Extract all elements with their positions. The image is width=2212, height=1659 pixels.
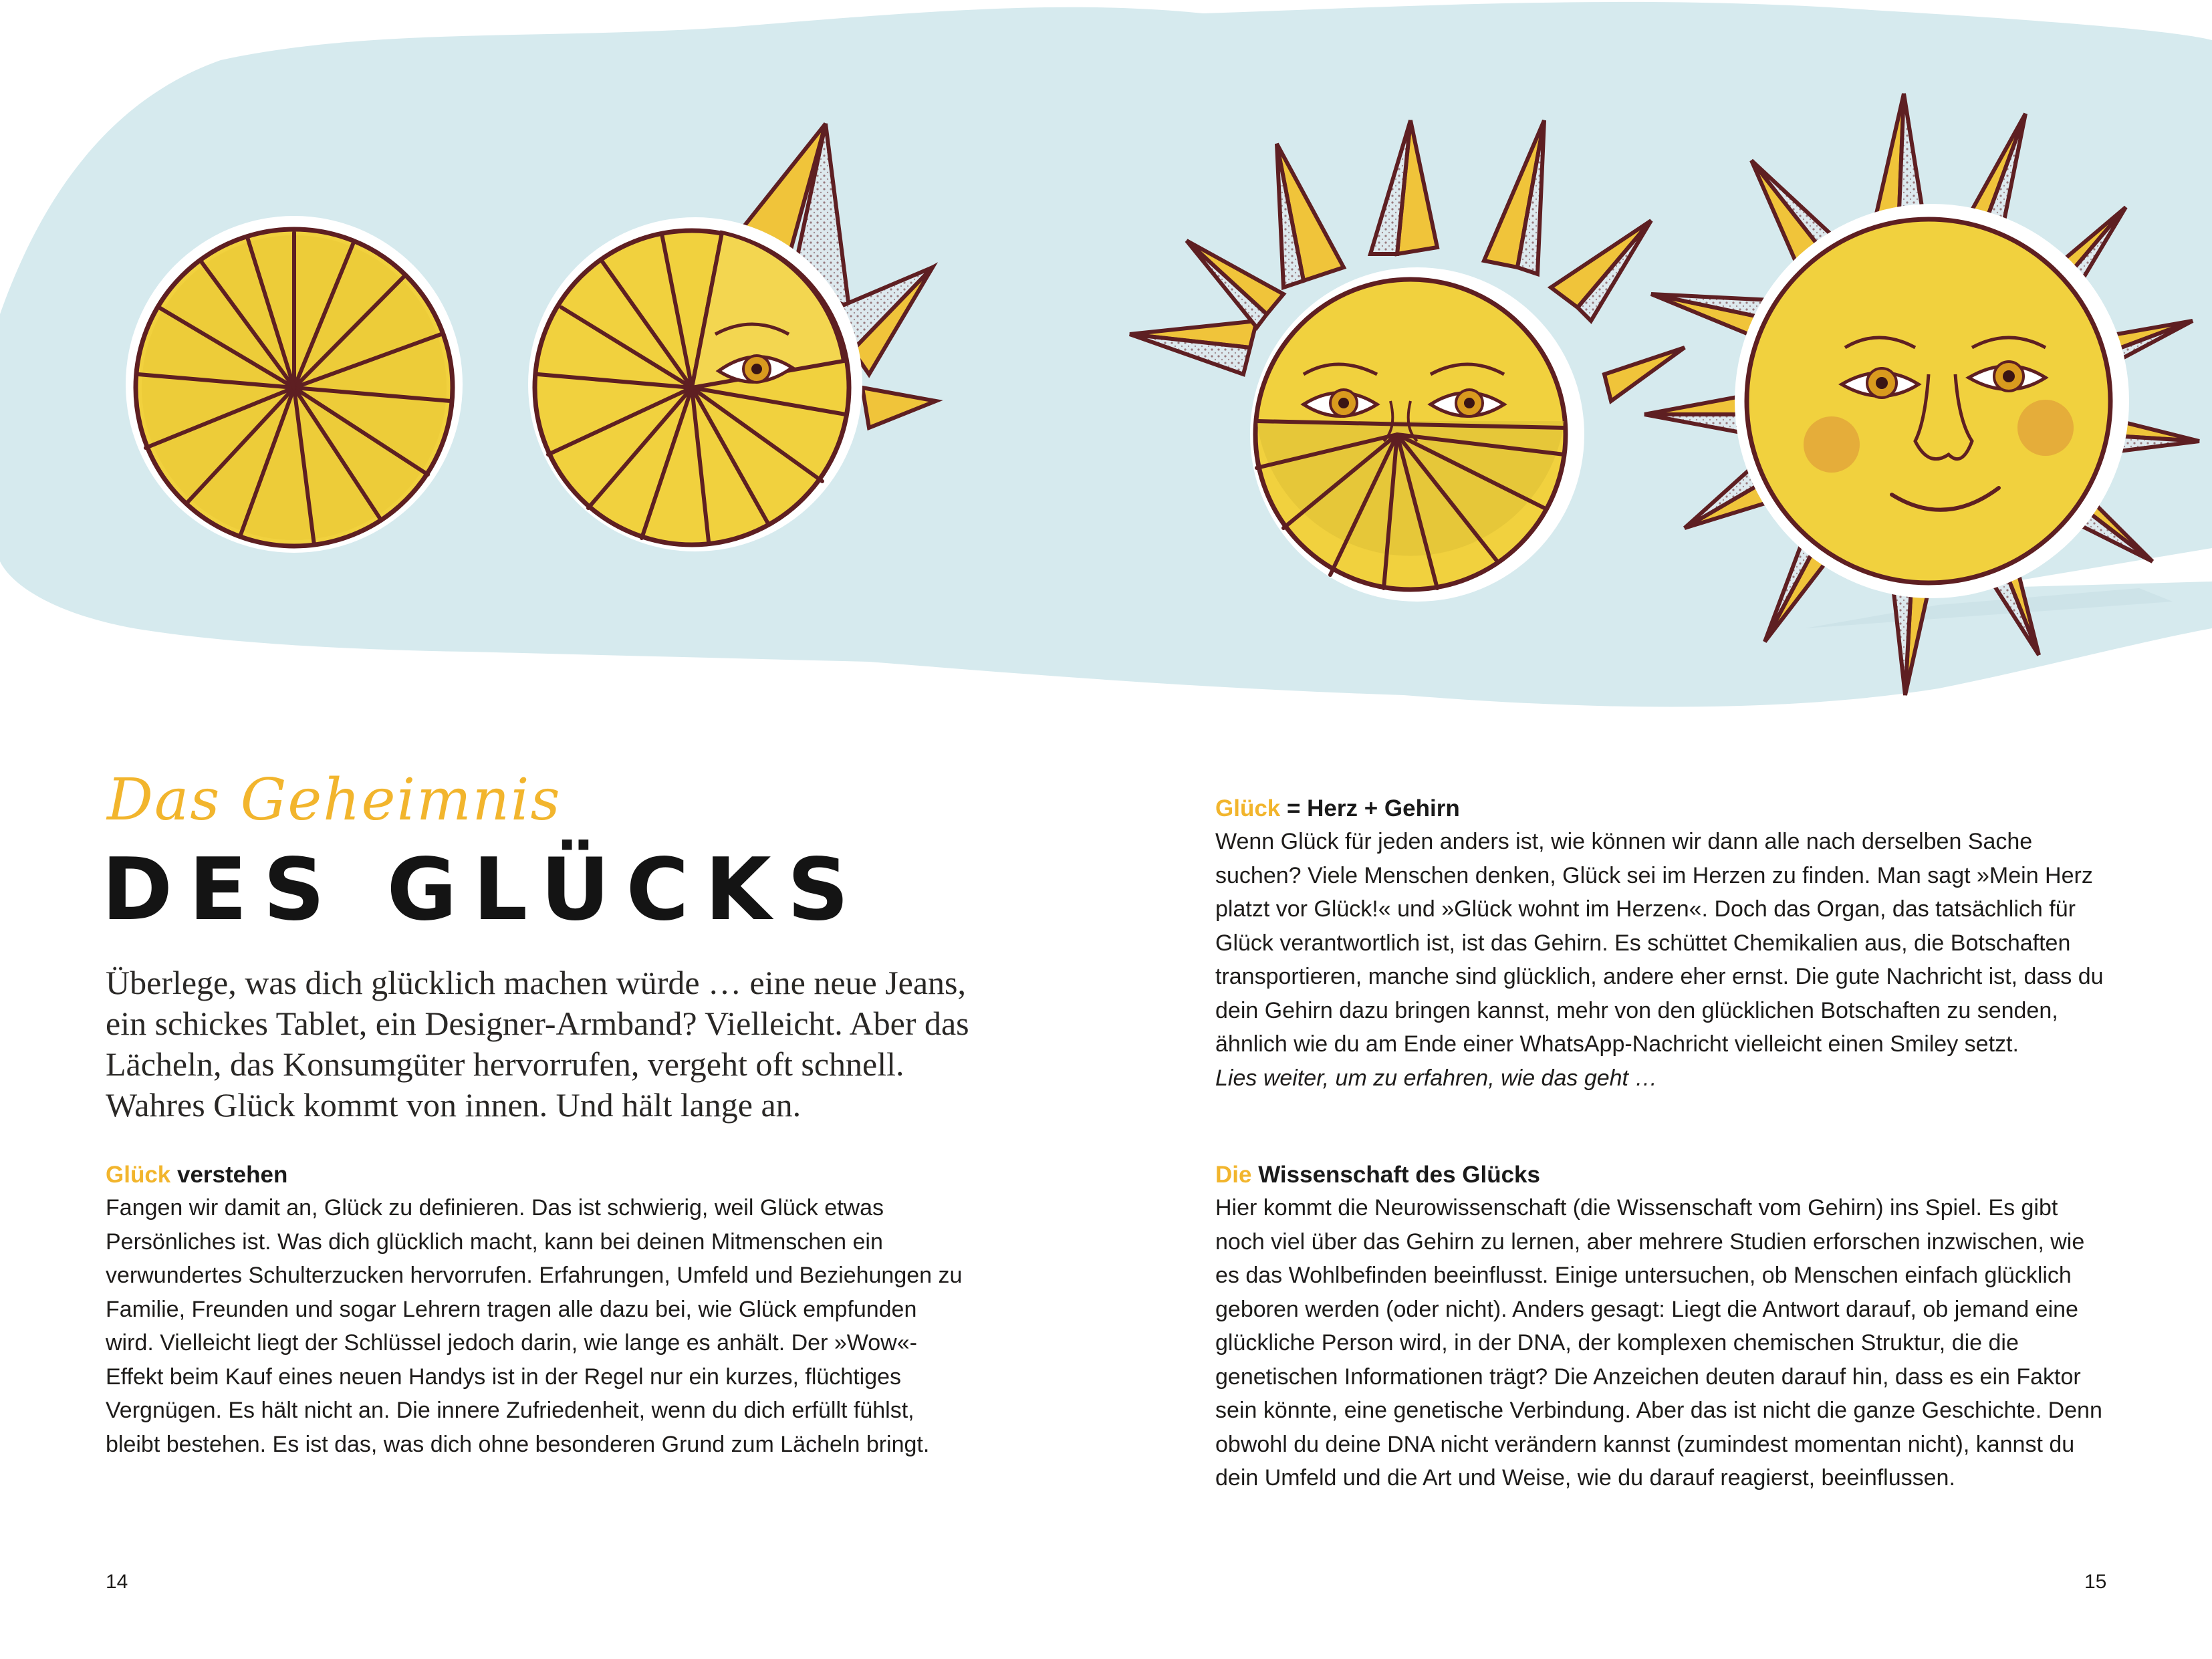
section-body: Wenn Glück für jeden anders ist, wie können wir dann alle nach derselben Sache suchen? Viele Menschen denken, Glück sei im Herzen zu finden. Man sagt »Mein Herz platzt vor Glück!« und »Glück wohnt im Herzen«. Doch das Organ, das tatsächlich für Glück verantwortlich ist, ist das Gehirn. Es schüttet Chemikalien aus, die Botschaften transportieren, manche sind glücklich, andere eher ernst. Die gute Nachricht ist, dass du dein Gehirn dazu bringen kannst, mehr von den glücklichen Botschaften zu senden, ähnlich wie du am Ende einer WhatsApp-Nachricht vielleicht einen Smiley setzt.	[1215, 829, 2104, 1057]
section-body: Fangen wir damit an, Glück zu definieren. Das ist schwierig, weil Glück etwas Persönliches ist. Was dich glücklich macht, kann bei deinen Mitmenschen ein verwundertes Schulterzucken hervorrufen. Erfahrungen, Umfeld und Beziehungen zu Familie, Freunden und sogar Lehrern tragen alle dazu bei, wie Glück empfunden wird. Vielleicht liegt der Schlüssel jedoch darin, wie lange es anhält. Der »Wow«-Effekt beim Kauf eines neuen Handys ist in der Regel nur ein kurzes, flüchtiges Vergnügen. Es hält nicht an. Die innere Zufriedenheit, wenn du dich erfüllt fühlst, bleibt bestehen. Es ist das, was dich ohne besonderen Grund zum Lächeln bringt.	[106, 1195, 963, 1457]
section-italic-note: Lies weiter, um zu erfahren, wie das geht …	[1215, 1065, 1658, 1091]
heading-highlight: Glück	[106, 1162, 171, 1188]
title-script: Das Geheimnis	[107, 767, 562, 834]
sun-1-no-face	[126, 216, 463, 553]
sun-illustration-band	[0, 0, 2212, 755]
intro-paragraph: Überlege, was dich glücklich machen würde … eine neue Jeans, ein schickes Tablet, ein Designer-Armband? Vielleicht. Aber das Lächeln, das Konsumgüter hervorrufen, vergeht oft schnell. Wahres Glück kommt von innen. Und hält lange an.	[106, 964, 969, 1124]
section-herz-gehirn	[1215, 792, 2111, 1095]
page-number-right: 15	[2084, 1571, 2107, 1593]
page-number-left: 14	[106, 1571, 128, 1593]
heading-highlight: Glück	[1215, 795, 1281, 821]
heading-highlight: Die	[1215, 1162, 1252, 1188]
section-body: Hier kommt die Neurowissenschaft (die Wissenschaft vom Gehirn) ins Spiel. Es gibt noch viel über das Gehirn zu lernen, aber mehrere Studien erforschen inzwischen, wie es das Wohlbefinden beeinflusst. Einige untersuchen, ob Menschen einfach glücklich geboren werden (oder nicht). Anders gesagt: Liegt die Antwort darauf, ob jemand eine glückliche Person wird, in der DNA, der komplexen chemischen Struktur, die die genetischen Informationen trägt? Die Anzeichen deuten darauf hin, dass es ein Faktor sein könnte, eine genetische Verbindung. Aber das ist nicht die ganze Geschichte. Denn obwohl du deine DNA nicht verändern kannst (zumindest momentan nicht), kannst du dein Umfeld und die Art und Weise, wie du darauf reagierst, beeinflussen.	[1215, 1195, 2102, 1491]
section-glueck-verstehen	[106, 1158, 969, 1461]
heading-text: = Herz + Gehirn	[1280, 795, 1460, 821]
heading-text: verstehen	[170, 1162, 288, 1188]
section-heading	[106, 1158, 969, 1191]
page-title: DES GLÜCKS	[102, 840, 865, 940]
heading-text: Wissenschaft des Glücks	[1251, 1162, 1540, 1188]
section-heading	[1215, 1158, 2111, 1191]
section-wissenschaft	[1215, 1158, 2111, 1495]
section-heading	[1215, 792, 2111, 825]
